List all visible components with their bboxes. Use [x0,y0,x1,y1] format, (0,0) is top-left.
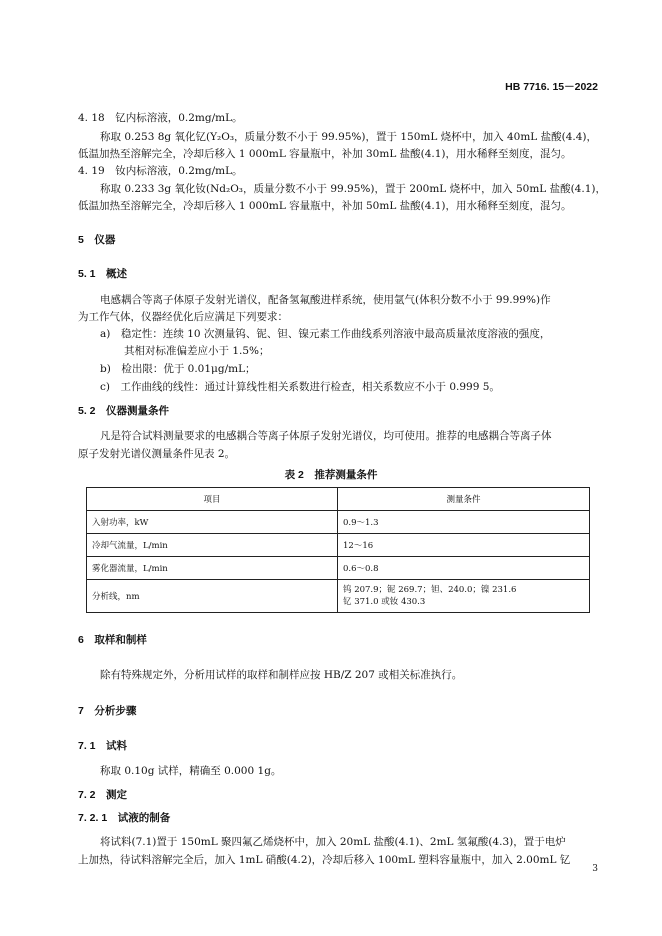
section-5-1-text-line1: 电感耦合等离子体原子发射光谱仪，配备氢氟酸进样系统，使用氩气(体积分数不小于 99.99%)作 [100,294,551,306]
section-6-heading: 6 取样和制样 [78,634,147,646]
section-6-text: 除有特殊规定外，分析用试样的取样和制样应按 HB/Z 207 或相关标准执行。 [100,669,463,681]
table-cell-label: 冷却气流量，L/min [87,534,338,557]
section-5-1-heading: 5. 1 概述 [78,268,128,280]
section-7-2-1-heading: 7. 2. 1 试液的制备 [78,812,171,824]
clause-4-18-text-line2: 低温加热至溶解完全，冷却后移入 1 000mL 容量瓶中，补加 30mL 盐酸(4.1)，用水稀释至刻度，混匀。 [78,148,572,160]
table-row [87,534,590,557]
clause-4-19-heading: 4. 19 钕内标溶液，0.2mg/mL。 [78,165,243,177]
requirement-b: b) 检出限：优于 0.01μg/mL； [100,363,256,375]
table-cell-label: 分析线，nm [87,580,338,613]
table-2-caption: 表 2 推荐测量条件 [284,469,378,481]
table-header-row [87,488,590,511]
table-cell-value: 12～16 [338,534,590,557]
document-header: HB 7716. 15－2022 [505,81,598,93]
table-cell-value: 0.9～1.3 [338,511,590,534]
clause-4-19-text-line1: 称取 0.233 3g 氧化钕(Nd₂O₃，质量分数不小于 99.95%)，置于 200mL 烧杯中，加入 50mL 盐酸(4.1)， [100,183,606,195]
measurement-conditions-table [86,487,590,613]
table-row [87,511,590,534]
table-row [87,580,590,613]
section-5-1-text-line2: 为工作气体，仪器经优化后应满足下列要求： [78,311,288,323]
section-5-2-text-line1: 凡是符合试料测量要求的电感耦合等离子体原子发射光谱仪，均可使用。推荐的电感耦合等离子体 [100,430,552,442]
section-7-2-1-text-line2: 上加热，待试料溶解完全后，加入 1mL 硝酸(4.2)，冷却后移入 100mL 塑料容量瓶中，加入 2.00mL 钇 [78,854,571,866]
section-5-2-heading: 5. 2 仪器测量条件 [78,405,170,417]
section-5-heading: 5 仪器 [78,234,116,246]
section-7-2-1-text-line1: 将试料(7.1)置于 150mL 聚四氟乙烯烧杯中，加入 20mL 盐酸(4.1)、2mL 氢氟酸(4.3)，置于电炉 [100,836,566,848]
analysis-lines-line2: 钇 371.0 或钕 430.3 [343,597,426,607]
section-7-2-heading: 7. 2 测定 [78,789,128,801]
table-header-item: 项目 [87,488,338,511]
requirement-c: c) 工作曲线的线性：通过计算线性相关系数进行检查，相关系数应不小于 0.999 5。 [100,381,500,393]
section-7-1-heading: 7. 1 试料 [78,740,128,752]
table-cell-value [338,580,590,613]
table-cell-value: 0.6～0.8 [338,557,590,580]
table-cell-label: 雾化器流量，L/min [87,557,338,580]
clause-4-19-text-line2: 低温加热至溶解完全，冷却后移入 1 000mL 容量瓶中，补加 50mL 盐酸(4.1)，用水稀释至刻度，混匀。 [78,200,572,212]
requirement-a-line1: a) 稳定性：连续 10 次测量钨、铌、钽、镍元素工作曲线系列溶液中最高质量浓度溶液的强度， [100,328,551,340]
table-cell-label: 入射功率，kW [87,511,338,534]
page-number: 3 [592,864,598,874]
table-row [87,557,590,580]
analysis-lines-line1: 钨 207.9；铌 269.7；钽、240.0；镍 231.6 [343,585,517,595]
requirement-a-line2: 其相对标准偏差应小于 1.5%； [124,345,270,357]
clause-4-18-heading: 4. 18 钇内标溶液，0.2mg/mL。 [78,112,243,124]
table-header-condition: 测量条件 [338,488,590,511]
section-5-2-text-line2: 原子发射光谱仪测量条件见表 2。 [78,448,236,460]
section-7-heading: 7 分析步骤 [78,705,137,717]
clause-4-18-text-line1: 称取 0.253 8g 氧化钇(Y₂O₃，质量分数不小于 99.95%)，置于 150mL 烧杯中，加入 40mL 盐酸(4.4)， [100,131,598,143]
section-7-1-text: 称取 0.10g 试样，精确至 0.000 1g。 [100,765,282,777]
